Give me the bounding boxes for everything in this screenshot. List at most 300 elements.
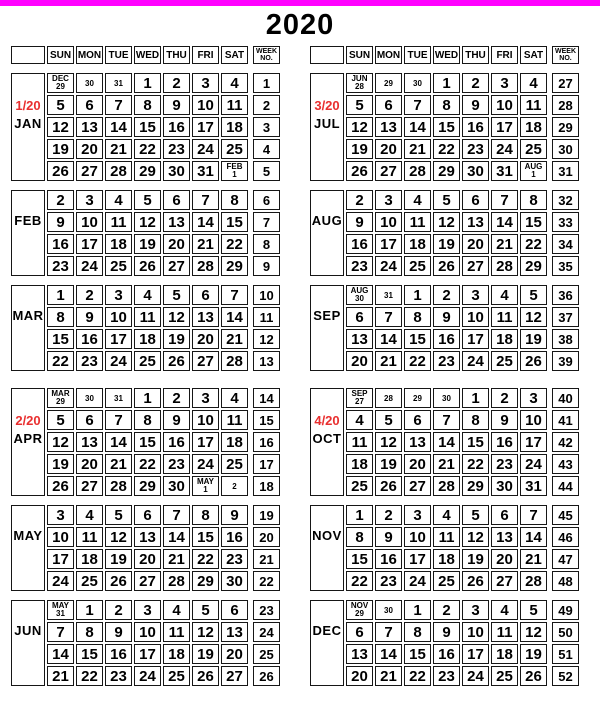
day-cell: 25 bbox=[433, 571, 460, 591]
day-cell: 26 bbox=[192, 666, 219, 686]
day-cell: 21 bbox=[192, 234, 219, 254]
day-cell: 20 bbox=[192, 329, 219, 349]
spillover-day-cell: JUN 28 bbox=[346, 73, 373, 93]
day-cell: 13 bbox=[375, 117, 402, 137]
day-cell: 12 bbox=[163, 307, 190, 327]
day-cell: 24 bbox=[462, 351, 489, 371]
day-cell: 6 bbox=[346, 307, 373, 327]
weekday-header-table bbox=[9, 44, 282, 66]
day-cell: 30 bbox=[491, 476, 518, 496]
day-cell: 6 bbox=[404, 410, 431, 430]
month-block-may bbox=[9, 503, 282, 593]
day-cell: 5 bbox=[47, 410, 74, 430]
day-cell: 6 bbox=[462, 190, 489, 210]
column-gap bbox=[549, 351, 550, 371]
spillover-day-cell: FEB 1 bbox=[221, 161, 248, 181]
month-block-jun bbox=[9, 598, 282, 688]
week-number-cell: 5 bbox=[253, 161, 280, 181]
day-cell: 18 bbox=[76, 549, 103, 569]
day-cell: 12 bbox=[520, 622, 547, 642]
day-cell: 26 bbox=[520, 351, 547, 371]
day-cell: 30 bbox=[462, 161, 489, 181]
day-cell: 27 bbox=[134, 571, 161, 591]
spillover-day-cell: AUG 1 bbox=[520, 161, 547, 181]
weekday-header-cell: THU bbox=[163, 46, 190, 64]
day-cell: 26 bbox=[105, 571, 132, 591]
day-cell: 15 bbox=[76, 644, 103, 664]
day-cell: 4 bbox=[404, 190, 431, 210]
day-cell: 10 bbox=[192, 410, 219, 430]
day-cell: 2 bbox=[346, 190, 373, 210]
day-cell: 18 bbox=[433, 549, 460, 569]
day-cell: 4 bbox=[163, 600, 190, 620]
day-cell: 12 bbox=[346, 117, 373, 137]
day-cell: 11 bbox=[163, 622, 190, 642]
week-number-cell: 6 bbox=[253, 190, 280, 210]
day-cell: 12 bbox=[433, 212, 460, 232]
week-number-cell: 11 bbox=[253, 307, 280, 327]
day-cell: 1 bbox=[462, 388, 489, 408]
day-cell: 8 bbox=[520, 190, 547, 210]
week-number-cell: 26 bbox=[253, 666, 280, 686]
day-cell: 21 bbox=[491, 234, 518, 254]
header-corner-cell bbox=[11, 46, 45, 64]
week-number-cell: 39 bbox=[552, 351, 579, 371]
day-cell: 20 bbox=[76, 139, 103, 159]
week-number-cell: 45 bbox=[552, 505, 579, 525]
day-cell: 25 bbox=[221, 139, 248, 159]
day-cell: 31 bbox=[192, 161, 219, 181]
day-cell: 3 bbox=[462, 600, 489, 620]
day-cell: 14 bbox=[47, 644, 74, 664]
day-cell: 27 bbox=[163, 256, 190, 276]
day-cell: 1 bbox=[404, 600, 431, 620]
day-cell: 15 bbox=[433, 117, 460, 137]
month-block-apr bbox=[9, 386, 282, 498]
spillover-day-cell: DEC 29 bbox=[47, 73, 74, 93]
column-gap bbox=[250, 666, 251, 686]
day-cell: 7 bbox=[105, 95, 132, 115]
day-cell: 23 bbox=[163, 454, 190, 474]
day-cell: 11 bbox=[520, 95, 547, 115]
day-cell: 23 bbox=[433, 666, 460, 686]
day-cell: 11 bbox=[105, 212, 132, 232]
day-cell: 19 bbox=[520, 329, 547, 349]
day-cell: 27 bbox=[221, 666, 248, 686]
column-gap bbox=[549, 388, 550, 408]
day-cell: 18 bbox=[404, 234, 431, 254]
day-cell: 18 bbox=[346, 454, 373, 474]
month-block-jul bbox=[308, 71, 581, 183]
month-name: NOV bbox=[312, 527, 342, 543]
month-name: SEP bbox=[313, 307, 341, 323]
week-number-cell: 15 bbox=[253, 410, 280, 430]
spillover-day-cell: 31 bbox=[375, 285, 402, 305]
day-cell: 16 bbox=[491, 432, 518, 452]
day-cell: 17 bbox=[462, 329, 489, 349]
column-gap bbox=[250, 329, 251, 349]
day-cell: 13 bbox=[134, 527, 161, 547]
day-cell: 3 bbox=[404, 505, 431, 525]
spillover-day-cell: MAY 31 bbox=[47, 600, 74, 620]
day-cell: 15 bbox=[462, 432, 489, 452]
column-gap bbox=[250, 46, 251, 64]
day-cell: 5 bbox=[134, 190, 161, 210]
spillover-day-cell: MAY 1 bbox=[192, 476, 219, 496]
day-cell: 6 bbox=[375, 95, 402, 115]
week-number-cell: 1 bbox=[253, 73, 280, 93]
column-gap bbox=[250, 95, 251, 115]
day-cell: 22 bbox=[404, 666, 431, 686]
day-cell: 25 bbox=[221, 454, 248, 474]
day-cell: 9 bbox=[76, 307, 103, 327]
day-cell: 17 bbox=[491, 117, 518, 137]
day-cell: 7 bbox=[491, 190, 518, 210]
column-gap bbox=[549, 454, 550, 474]
day-cell: 14 bbox=[433, 432, 460, 452]
column-gap bbox=[549, 571, 550, 591]
weekday-header-cell: TUE bbox=[105, 46, 132, 64]
weekday-header-cell: FRI bbox=[491, 46, 518, 64]
day-cell: 28 bbox=[520, 571, 547, 591]
day-cell: 25 bbox=[404, 256, 431, 276]
day-cell: 8 bbox=[404, 622, 431, 642]
spillover-day-cell: AUG 30 bbox=[346, 285, 373, 305]
day-cell: 12 bbox=[105, 527, 132, 547]
column-gap bbox=[549, 285, 550, 305]
calendar-column-right bbox=[308, 44, 591, 688]
day-cell: 21 bbox=[433, 454, 460, 474]
day-cell: 11 bbox=[221, 410, 248, 430]
month-label-cell bbox=[310, 73, 344, 181]
column-gap bbox=[549, 117, 550, 137]
day-cell: 3 bbox=[192, 388, 219, 408]
day-cell: 8 bbox=[47, 307, 74, 327]
day-cell: 21 bbox=[520, 549, 547, 569]
weekday-header-cell: SUN bbox=[47, 46, 74, 64]
day-cell: 28 bbox=[105, 161, 132, 181]
day-cell: 2 bbox=[163, 73, 190, 93]
day-cell: 24 bbox=[404, 571, 431, 591]
calendar-column-left bbox=[9, 44, 292, 688]
day-cell: 22 bbox=[47, 351, 74, 371]
spillover-day-cell: 31 bbox=[105, 73, 132, 93]
day-cell: 20 bbox=[163, 234, 190, 254]
column-gap bbox=[549, 549, 550, 569]
week-number-cell: 34 bbox=[552, 234, 579, 254]
week-number-cell: 50 bbox=[552, 622, 579, 642]
day-cell: 12 bbox=[134, 212, 161, 232]
day-cell: 4 bbox=[134, 285, 161, 305]
day-cell: 5 bbox=[346, 95, 373, 115]
day-cell: 21 bbox=[163, 549, 190, 569]
month-block-oct bbox=[308, 386, 581, 498]
day-cell: 7 bbox=[375, 307, 402, 327]
day-cell: 2 bbox=[163, 388, 190, 408]
week-number-cell: 46 bbox=[552, 527, 579, 547]
day-cell: 11 bbox=[404, 212, 431, 232]
day-cell: 5 bbox=[433, 190, 460, 210]
day-cell: 12 bbox=[462, 527, 489, 547]
day-cell: 26 bbox=[47, 161, 74, 181]
year-title: 2020 bbox=[265, 9, 335, 41]
day-cell: 22 bbox=[346, 571, 373, 591]
month-block-sep bbox=[308, 283, 581, 373]
column-gap bbox=[250, 73, 251, 93]
day-cell: 24 bbox=[76, 256, 103, 276]
day-cell: 18 bbox=[491, 644, 518, 664]
day-cell: 3 bbox=[520, 388, 547, 408]
day-cell: 10 bbox=[520, 410, 547, 430]
day-cell: 7 bbox=[520, 505, 547, 525]
day-cell: 9 bbox=[163, 410, 190, 430]
day-cell: 28 bbox=[433, 476, 460, 496]
day-cell: 17 bbox=[404, 549, 431, 569]
day-cell: 8 bbox=[134, 410, 161, 430]
day-cell: 8 bbox=[134, 95, 161, 115]
day-cell: 9 bbox=[462, 95, 489, 115]
day-cell: 27 bbox=[491, 571, 518, 591]
column-gap bbox=[549, 73, 550, 93]
day-cell: 22 bbox=[462, 454, 489, 474]
day-cell: 8 bbox=[76, 622, 103, 642]
day-cell: 16 bbox=[462, 117, 489, 137]
day-cell: 9 bbox=[433, 622, 460, 642]
day-cell: 10 bbox=[462, 622, 489, 642]
day-cell: 14 bbox=[491, 212, 518, 232]
day-cell: 10 bbox=[76, 212, 103, 232]
day-cell: 4 bbox=[346, 410, 373, 430]
day-cell: 31 bbox=[520, 476, 547, 496]
day-cell: 4 bbox=[221, 73, 248, 93]
day-cell: 17 bbox=[47, 549, 74, 569]
day-cell: 20 bbox=[346, 351, 373, 371]
week-no-header-cell: WEEK NO. bbox=[253, 46, 280, 64]
column-gap bbox=[549, 307, 550, 327]
day-cell: 16 bbox=[76, 329, 103, 349]
day-cell: 6 bbox=[221, 600, 248, 620]
week-number-cell: 14 bbox=[253, 388, 280, 408]
day-cell: 23 bbox=[47, 256, 74, 276]
day-cell: 18 bbox=[134, 329, 161, 349]
day-cell: 24 bbox=[134, 666, 161, 686]
day-cell: 16 bbox=[375, 549, 402, 569]
day-cell: 7 bbox=[433, 410, 460, 430]
week-number-cell: 13 bbox=[253, 351, 280, 371]
day-cell: 8 bbox=[346, 527, 373, 547]
day-cell: 9 bbox=[375, 527, 402, 547]
week-number-cell: 18 bbox=[253, 476, 280, 496]
day-cell: 3 bbox=[375, 190, 402, 210]
day-cell: 23 bbox=[462, 139, 489, 159]
day-cell: 7 bbox=[163, 505, 190, 525]
day-cell: 28 bbox=[491, 256, 518, 276]
day-cell: 6 bbox=[192, 285, 219, 305]
day-cell: 18 bbox=[520, 117, 547, 137]
week-number-cell: 4 bbox=[253, 139, 280, 159]
calendar-grid bbox=[0, 44, 600, 688]
day-cell: 22 bbox=[134, 139, 161, 159]
day-cell: 20 bbox=[134, 549, 161, 569]
day-cell: 7 bbox=[47, 622, 74, 642]
column-gap bbox=[250, 476, 251, 496]
day-cell: 21 bbox=[105, 139, 132, 159]
day-cell: 29 bbox=[192, 571, 219, 591]
weekday-header-cell: WED bbox=[433, 46, 460, 64]
day-cell: 21 bbox=[105, 454, 132, 474]
column-gap bbox=[250, 256, 251, 276]
day-cell: 22 bbox=[192, 549, 219, 569]
month-block-jan bbox=[9, 71, 282, 183]
week-number-cell: 49 bbox=[552, 600, 579, 620]
day-cell: 25 bbox=[76, 571, 103, 591]
day-cell: 2 bbox=[433, 600, 460, 620]
day-cell: 3 bbox=[491, 73, 518, 93]
month-name: JUL bbox=[313, 115, 341, 131]
day-cell: 25 bbox=[346, 476, 373, 496]
day-cell: 10 bbox=[192, 95, 219, 115]
day-cell: 20 bbox=[76, 454, 103, 474]
day-cell: 10 bbox=[47, 527, 74, 547]
day-cell: 1 bbox=[346, 505, 373, 525]
month-name: MAR bbox=[12, 307, 44, 323]
column-gap bbox=[549, 234, 550, 254]
day-cell: 24 bbox=[192, 139, 219, 159]
day-cell: 25 bbox=[491, 351, 518, 371]
day-cell: 17 bbox=[462, 644, 489, 664]
day-cell: 19 bbox=[134, 234, 161, 254]
column-gap bbox=[250, 571, 251, 591]
spillover-day-cell: 2 bbox=[221, 476, 248, 496]
weekday-header-cell: THU bbox=[462, 46, 489, 64]
day-cell: 17 bbox=[192, 432, 219, 452]
week-number-cell: 23 bbox=[253, 600, 280, 620]
column-gap bbox=[250, 549, 251, 569]
day-cell: 29 bbox=[462, 476, 489, 496]
column-gap bbox=[250, 622, 251, 642]
week-number-cell: 9 bbox=[253, 256, 280, 276]
day-cell: 4 bbox=[491, 285, 518, 305]
day-cell: 14 bbox=[105, 117, 132, 137]
day-cell: 1 bbox=[134, 73, 161, 93]
quarter-label: 4/20 bbox=[314, 412, 340, 428]
weekday-header-cell: SAT bbox=[221, 46, 248, 64]
column-gap bbox=[250, 432, 251, 452]
day-cell: 4 bbox=[433, 505, 460, 525]
day-cell: 23 bbox=[163, 139, 190, 159]
day-cell: 30 bbox=[163, 161, 190, 181]
month-block-feb bbox=[9, 188, 282, 278]
day-cell: 11 bbox=[491, 307, 518, 327]
day-cell: 9 bbox=[163, 95, 190, 115]
day-cell: 11 bbox=[491, 622, 518, 642]
day-cell: 21 bbox=[375, 666, 402, 686]
column-gap bbox=[549, 600, 550, 620]
day-cell: 29 bbox=[134, 476, 161, 496]
week-number-cell: 24 bbox=[253, 622, 280, 642]
day-cell: 24 bbox=[491, 139, 518, 159]
day-cell: 9 bbox=[433, 307, 460, 327]
day-cell: 16 bbox=[163, 117, 190, 137]
day-cell: 16 bbox=[433, 329, 460, 349]
column-gap bbox=[549, 190, 550, 210]
month-name: AUG bbox=[311, 212, 343, 228]
day-cell: 2 bbox=[47, 190, 74, 210]
day-cell: 23 bbox=[433, 351, 460, 371]
week-number-cell: 25 bbox=[253, 644, 280, 664]
day-cell: 4 bbox=[105, 190, 132, 210]
day-cell: 26 bbox=[433, 256, 460, 276]
day-cell: 28 bbox=[105, 476, 132, 496]
day-cell: 30 bbox=[221, 571, 248, 591]
day-cell: 29 bbox=[433, 161, 460, 181]
spillover-day-cell: 29 bbox=[404, 388, 431, 408]
month-label-cell bbox=[11, 73, 45, 181]
column-gap bbox=[549, 329, 550, 349]
day-cell: 25 bbox=[163, 666, 190, 686]
month-label-cell bbox=[310, 285, 344, 371]
day-cell: 25 bbox=[134, 351, 161, 371]
week-number-cell: 19 bbox=[253, 505, 280, 525]
day-cell: 21 bbox=[221, 329, 248, 349]
day-cell: 17 bbox=[105, 329, 132, 349]
month-block-aug bbox=[308, 188, 581, 278]
day-cell: 5 bbox=[192, 600, 219, 620]
day-cell: 31 bbox=[491, 161, 518, 181]
day-cell: 9 bbox=[105, 622, 132, 642]
day-cell: 20 bbox=[346, 666, 373, 686]
day-cell: 18 bbox=[105, 234, 132, 254]
day-cell: 5 bbox=[520, 285, 547, 305]
day-cell: 21 bbox=[47, 666, 74, 686]
day-cell: 13 bbox=[346, 329, 373, 349]
month-label-cell bbox=[310, 190, 344, 276]
weekday-header-cell: SUN bbox=[346, 46, 373, 64]
day-cell: 15 bbox=[404, 644, 431, 664]
spillover-day-cell: 30 bbox=[76, 73, 103, 93]
week-no-header-cell: WEEK NO. bbox=[552, 46, 579, 64]
day-cell: 16 bbox=[47, 234, 74, 254]
column-gap bbox=[250, 600, 251, 620]
column-gap bbox=[549, 46, 550, 64]
day-cell: 5 bbox=[47, 95, 74, 115]
spillover-day-cell: MAR 29 bbox=[47, 388, 74, 408]
day-cell: 24 bbox=[105, 351, 132, 371]
column-gap bbox=[250, 388, 251, 408]
spillover-day-cell: 30 bbox=[76, 388, 103, 408]
column-gap bbox=[250, 161, 251, 181]
day-cell: 10 bbox=[105, 307, 132, 327]
day-cell: 14 bbox=[221, 307, 248, 327]
day-cell: 9 bbox=[491, 410, 518, 430]
day-cell: 24 bbox=[192, 454, 219, 474]
day-cell: 28 bbox=[221, 351, 248, 371]
day-cell: 24 bbox=[47, 571, 74, 591]
month-block-mar bbox=[9, 283, 282, 373]
month-name: JAN bbox=[14, 115, 42, 131]
day-cell: 27 bbox=[76, 161, 103, 181]
day-cell: 14 bbox=[192, 212, 219, 232]
day-cell: 14 bbox=[520, 527, 547, 547]
day-cell: 14 bbox=[404, 117, 431, 137]
month-label-cell bbox=[310, 600, 344, 686]
day-cell: 20 bbox=[375, 139, 402, 159]
spillover-day-cell: 28 bbox=[375, 388, 402, 408]
month-block-dec bbox=[308, 598, 581, 688]
day-cell: 10 bbox=[404, 527, 431, 547]
day-cell: 22 bbox=[520, 234, 547, 254]
column-gap bbox=[549, 505, 550, 525]
